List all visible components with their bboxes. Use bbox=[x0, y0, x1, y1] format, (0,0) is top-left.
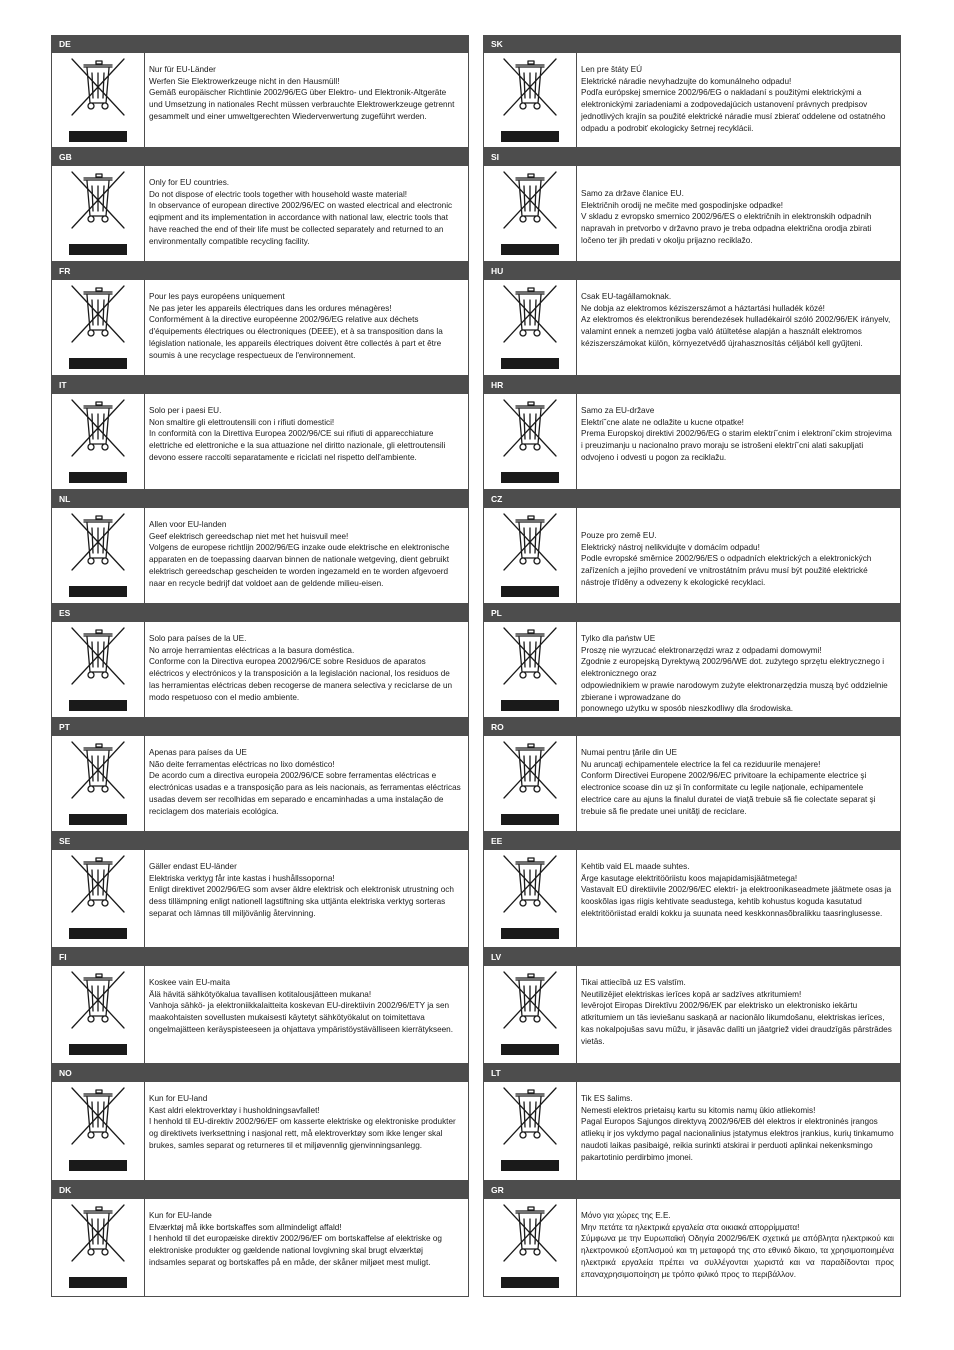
country-code: PL bbox=[483, 604, 901, 622]
disposal-block-no bbox=[51, 1064, 469, 1181]
disposal-block-es bbox=[51, 604, 469, 718]
crossed-out-bin-icon bbox=[502, 626, 558, 686]
country-code: FI bbox=[51, 948, 469, 966]
disposal-block-lv bbox=[483, 948, 901, 1064]
black-bar-icon bbox=[69, 700, 127, 711]
black-bar-icon bbox=[501, 358, 559, 369]
black-bar-icon bbox=[69, 1160, 127, 1171]
disposal-text: Allen voor EU-landen Geef elektrisch gereedschap niet met het huisvuil mee! Volgens de europese richtlijn 2002/96/EG inzake oude elektrische en elektronische apparaten en de toepassing daarvan binnen de nationale wetgeving, dient gebruikt elektrisch gereedschap gescheiden te worden ingezameld en te worden afgevoerd naar en recycle bedrijf dat voldoet aan de geldende milieu-eisen. bbox=[149, 520, 450, 588]
crossed-out-bin-icon bbox=[70, 854, 126, 914]
country-code: FR bbox=[51, 262, 469, 280]
disposal-text: Solo para países de la UE. No arroje herramientas eléctricas a la basura doméstica. Conforme con la Directiva europea 2002/96/CE sobre Residuos de aparatos eléctricos y electrónicos y la transposición a la legislación nacional, los residuos de las herramientas eléctricas deben recogerse de manera selectiva y reciclarse de un modo respetuoso con el medio ambiente. bbox=[149, 634, 453, 702]
black-bar-icon bbox=[69, 472, 127, 483]
black-bar-icon bbox=[69, 814, 127, 825]
disposal-text: Kehtib vaid EL maade suhtes. Ärge kasutage elektritööriistu koos majapidamisjäätmetega! Vastavalt EÜ direktiivile 2002/96/EC elektri- ja elektroonikaseadmete jäätmete osas ja kooskõlas igas riigis kehtivate seadustega, kehtib kohustus koguda kasutatud elektritööriistad eraldi kokku ja suunata need keskkonnasõbralikku taasringlusesse. bbox=[581, 862, 892, 918]
country-code: EE bbox=[483, 832, 901, 850]
country-code: NO bbox=[51, 1064, 469, 1082]
disposal-block-nl bbox=[51, 490, 469, 604]
black-bar-icon bbox=[69, 131, 127, 142]
black-bar-icon bbox=[501, 586, 559, 597]
crossed-out-bin-icon bbox=[70, 740, 126, 800]
disposal-block-ee bbox=[483, 832, 901, 948]
black-bar-icon bbox=[69, 1044, 127, 1055]
disposal-block-fi bbox=[51, 948, 469, 1064]
disposal-block-gr bbox=[483, 1181, 901, 1297]
disposal-text: Numai pentru ţările din UE Nu aruncaţi echipamentele electrice la fel ca reziduurile menajere! Conform Directivei Europene 2002/96/EC privitoare la echipamente electrice şi electronice scoase din uz şi în conformitate cu legile naţionale, echipamentele electrice care au ajuns la finalul duratei de viaţă trebuie să fie colectate separat şi trebuie să fie predate unei unităţi de reciclare. bbox=[581, 748, 876, 816]
disposal-text: Kun for EU-lande Elværktøj må ikke bortskaffes som allmindeligt affald! I henhold til det europæiske direktiv 2002/96/EF om bortskaffelse af elektriske og elektroniske produkter og gældende national lovgivning skal brugt elværktøj indsamles separat og bortskaffes på en måde, der skåner miljøet mest muligt. bbox=[149, 1211, 442, 1267]
country-code: GR bbox=[483, 1181, 901, 1199]
black-bar-icon bbox=[501, 814, 559, 825]
disposal-text: Samo za EU-države Elektri˘cne alate ne odlažite u kucne otpatke! Prema Europskoj direktivi 2002/96/EG o starim elektri˘cnim i elektroni˘ckim strojevima i preuzimanju u nacionalno pravo moraju se istrošeni elektri˘cni alati sakupljati odvojeno i odvesti u pogon za reciklažu. bbox=[581, 406, 892, 462]
country-code: NL bbox=[51, 490, 469, 508]
country-code: LT bbox=[483, 1064, 901, 1082]
country-code: DK bbox=[51, 1181, 469, 1199]
disposal-block-se bbox=[51, 832, 469, 948]
crossed-out-bin-icon bbox=[502, 284, 558, 344]
disposal-block-pt bbox=[51, 718, 469, 832]
crossed-out-bin-icon bbox=[502, 740, 558, 800]
black-bar-icon bbox=[501, 244, 559, 255]
disposal-block-lt bbox=[483, 1064, 901, 1181]
disposal-block-cz bbox=[483, 490, 901, 604]
black-bar-icon bbox=[501, 472, 559, 483]
black-bar-icon bbox=[69, 928, 127, 939]
country-code: SE bbox=[51, 832, 469, 850]
disposal-block-dk bbox=[51, 1181, 469, 1297]
country-code: SI bbox=[483, 148, 901, 166]
country-code: CZ bbox=[483, 490, 901, 508]
disposal-block-gb bbox=[51, 148, 469, 262]
black-bar-icon bbox=[69, 358, 127, 369]
crossed-out-bin-icon bbox=[502, 1086, 558, 1146]
country-code: RO bbox=[483, 718, 901, 736]
country-code: SK bbox=[483, 35, 901, 53]
black-bar-icon bbox=[69, 586, 127, 597]
disposal-text: Csak EU-tagállamoknak. Ne dobja az elektromos kéziszerszámot a háztartási hulladék közé! Az elektromos és elektronikus berendezések hulladékairól szóló 2002/96/EK irányelv, valamint ennek a nemzeti jogba való átültetése alapján a használt elektromos kéziszerszámokat külön, környezetvédő újrahasznosítás céljából kell gyűjteni. bbox=[581, 292, 891, 348]
disposal-text: Pouze pro země EU. Elektrický nástroj nelikvidujte v domácím odpadu! Podle evropské směrnice 2002/96/ES o odpadních elektrických a elektronických zařízeních a jejího provedení ve vnitrostátním právu musí být použité elektrické nástroje tříděny a odvezeny k ekologické recyklaci. bbox=[581, 531, 872, 587]
crossed-out-bin-icon bbox=[70, 1203, 126, 1263]
disposal-block-sk bbox=[483, 35, 901, 148]
country-code: HU bbox=[483, 262, 901, 280]
disposal-block-si bbox=[483, 148, 901, 262]
disposal-text: Tik ES šalims. Nemesti elektros prietaisų kartu su kitomis namų ūkio atliekomis! Pagal Europos Sąjungos direktyvą 2002/96/EB dėl elektros ir elektroninės įrangos atliekų ir jos vykdymo pagal nacionalinius įstatymus elektros įrankius, kurių tinkamumo naudoti laikas pasibaigė, reikia surinkti atskirai ir perduoti aplinkai nekenksmingo pakartotinio perdirbimo įmonei. bbox=[581, 1094, 894, 1162]
disposal-text: Tikai attiecībā uz ES valstīm. Neutilizējiet elektriskas ierīces kopā ar sadzīves atkritumiem! Ievērojot Eiropas Direktīvu 2002/96/EK par elektrisko un elektronisko iekārtu atkritumiem un tās ieviešanu saskaņā ar nacionālo likumdošanu, elektriskas ierīces, kas nokalpojušas savu mūžu, ir jāsavāc dalīti un jāatgriež videi draudzīgās pārstrādes vietās. bbox=[581, 978, 892, 1046]
crossed-out-bin-icon bbox=[502, 512, 558, 572]
disposal-text: Len pre štáty EÚ Elektrické náradie nevyhadzujte do komunálneho odpadu! Podľa európskej smernice 2002/96/EG o nakladaní s použitými elektrickými a elektronickými zariadeniami a zodpovedajúcich ustanovení právnych predpisov jednotlivých krajín sa použité elektrické náradie musí zbierať oddelene od ostatného odpadu a podrobiť ekologicky šetrnej recyklácii. bbox=[581, 65, 886, 133]
disposal-block-hu bbox=[483, 262, 901, 376]
disposal-block-fr bbox=[51, 262, 469, 376]
disposal-text: Nur für EU-Länder Werfen Sie Elektrowerkzeuge nicht in den Hausmüll! Gemäß europäischer Richtlinie 2002/96/EG über Elektro- und Elektronik-Altgeräte und Umsetzung in nationales Recht müssen verbrauchte Elektrowerkzeuge getrennt gesammelt und einer umweltgerechten Wiederverwertung zugeführt werden. bbox=[149, 65, 455, 121]
country-code: HR bbox=[483, 376, 901, 394]
crossed-out-bin-icon bbox=[502, 1203, 558, 1263]
crossed-out-bin-icon bbox=[502, 170, 558, 230]
country-code: ES bbox=[51, 604, 469, 622]
crossed-out-bin-icon bbox=[70, 1086, 126, 1146]
crossed-out-bin-icon bbox=[70, 512, 126, 572]
black-bar-icon bbox=[501, 131, 559, 142]
black-bar-icon bbox=[501, 700, 559, 711]
country-code: LV bbox=[483, 948, 901, 966]
disposal-text: Apenas para países da UE Não deite ferramentas eléctricas no lixo doméstico! De acordo cum a directiva europeia 2002/96/CE sobre ferramentas eléctricas e electrónicas usadas e a transposição para as leis nacionais, as ferramentas eléctricas usadas devem ser recolhidas em separado e encaminhadas a uma instalação de reciclagem dos materiais ecológica. bbox=[149, 748, 461, 816]
disposal-block-hr bbox=[483, 376, 901, 490]
disposal-text: Only for EU countries. Do not dispose of electric tools together with household waste material! In observance of european directive 2002/96/EC on wasted electrical and electronic eqipment and its implementation in accordance with national law, electric tools that have reached the end of their life must be collected separately and returned to an environmentally compatible recycling facility. bbox=[149, 178, 453, 246]
disposal-block-de bbox=[51, 35, 469, 148]
black-bar-icon bbox=[69, 1277, 127, 1288]
black-bar-icon bbox=[501, 1277, 559, 1288]
crossed-out-bin-icon bbox=[502, 970, 558, 1030]
disposal-block-pl bbox=[483, 604, 901, 718]
disposal-text: Samo za države članice EU. Električnih orodij ne mečite med gospodinjske odpadke! V skladu z evropsko smernico 2002/96/ES o električnih in elektronskih odpadnih napravah in pretvorbo v državno pravo je treba odpadna električna orodja zbirati ločeno ter jih predati v okolju prijazno reciklažo. bbox=[581, 189, 872, 245]
crossed-out-bin-icon bbox=[70, 57, 126, 117]
crossed-out-bin-icon bbox=[502, 57, 558, 117]
crossed-out-bin-icon bbox=[70, 626, 126, 686]
country-code: GB bbox=[51, 148, 469, 166]
disposal-text: Μόνο για χώρες της Ε.Ε. Μην πετάτε τα ηλεκτρικά εργαλεία στα οικιακά απορρίμματα! Σύμφωνα με την Ευρωπαϊκή Οδηγία 2002/96/ΕΚ σχετικά με απόβλητα ηλεκτρικού και ηλεκτρονικού εξοπλισμού και τη μεταφορά της στο εθνικό δίκαιο, τα χρησιμοποιημένα ηλεκτρικά εργαλεία πρέπει να συλλέγονται χωριστά και να παραδίδονται προς επαναχρησιμοποίηση με τρόπο φιλικό προς το περιβάλλον. bbox=[581, 1211, 894, 1279]
disposal-text: Kun for EU-land Kast aldri elektroverktøy i husholdningsavfallet! I henhold til EU-direktiv 2002/96/EF om kasserte elektriske og elektroniske produkter og direktivets iverksettning i nasjonal rett, må elektroverktøy som ikke lenger skal brukes, samles separat og returneres til et miljøvennlig gjenvinningsanlegg. bbox=[149, 1094, 456, 1150]
disposal-text: Solo per i paesi EU. Non smaltire gli elettroutensili con i rifiuti domestici! In conformità con la Direttiva Europea 2002/96/CE sui rifiuti di apparecchiature elettriche ed elettroniche e la sua attuazione nel diritto nazionale, gli elettroutensili devono essere raccolti separatamente e riciclati nel rispetto dell'ambiente. bbox=[149, 406, 446, 462]
black-bar-icon bbox=[69, 244, 127, 255]
disposal-text: Pour les pays européens uniquement Ne pas jeter les appareils électriques dans les ordures ménagères! Conformément à la directive européenne 2002/96/EG relative aux déchets d'équipements électriques ou électroniques (DEEE), et à sa transposition dans la législation nationale, les appareils électriques doivent être collectés à part et être soumis à une recyclage respectueux de l'environnement. bbox=[149, 292, 443, 360]
country-code: IT bbox=[51, 376, 469, 394]
disposal-text: Koskee vain EU-maita Älä hävitä sähkötyökalua tavallisen kotitalousjätteen mukana! Vanhoja sähkö- ja elektroniikkalaitteita koskevan EU-direktiivin 2002/96/ETY ja sen maakohtaisten sovellusten mukaisesti käytetyt sähkötyökalut on toimitettava ongelmajätteen keräyspisteeseen ja ohjattava ympäristöystävälliseen kierrätykseen. bbox=[149, 978, 454, 1034]
crossed-out-bin-icon bbox=[70, 970, 126, 1030]
crossed-out-bin-icon bbox=[502, 854, 558, 914]
crossed-out-bin-icon bbox=[502, 398, 558, 458]
crossed-out-bin-icon bbox=[70, 398, 126, 458]
crossed-out-bin-icon bbox=[70, 284, 126, 344]
crossed-out-bin-icon bbox=[70, 170, 126, 230]
black-bar-icon bbox=[501, 1160, 559, 1171]
disposal-block-it bbox=[51, 376, 469, 490]
disposal-block-ro bbox=[483, 718, 901, 832]
disposal-text: Gäller endast EU-länder Elektriska verktyg får inte kastas i hushållssoporna! Enligt direktivet 2002/96/EG som avser äldre elektrisk och elektronisk utrustning och dess tillämpning enligt nationell lagstiftning ska uttjänta elektriska verktyg sorteras separat och lämnas till miljövänlig återvinning. bbox=[149, 862, 454, 918]
disposal-text: Tylko dla państw UE Proszę nie wyrzucać elektronarzędzi wraz z odpadami domowymi! Zgodnie z europejską Dyrektywą 2002/96/WE dot. zużytego sprzętu elektrycznego i elektronicznego oraz odpowiednikiem w prawie narodowym zużyte elektronarzędzia muszą być oddzielnie zbierane i wprowadzane do ponownego użytku w sposób nieszkodliwy dla środowiska. bbox=[581, 634, 888, 714]
black-bar-icon bbox=[501, 928, 559, 939]
country-code: PT bbox=[51, 718, 469, 736]
country-code: DE bbox=[51, 35, 469, 53]
black-bar-icon bbox=[501, 1044, 559, 1055]
